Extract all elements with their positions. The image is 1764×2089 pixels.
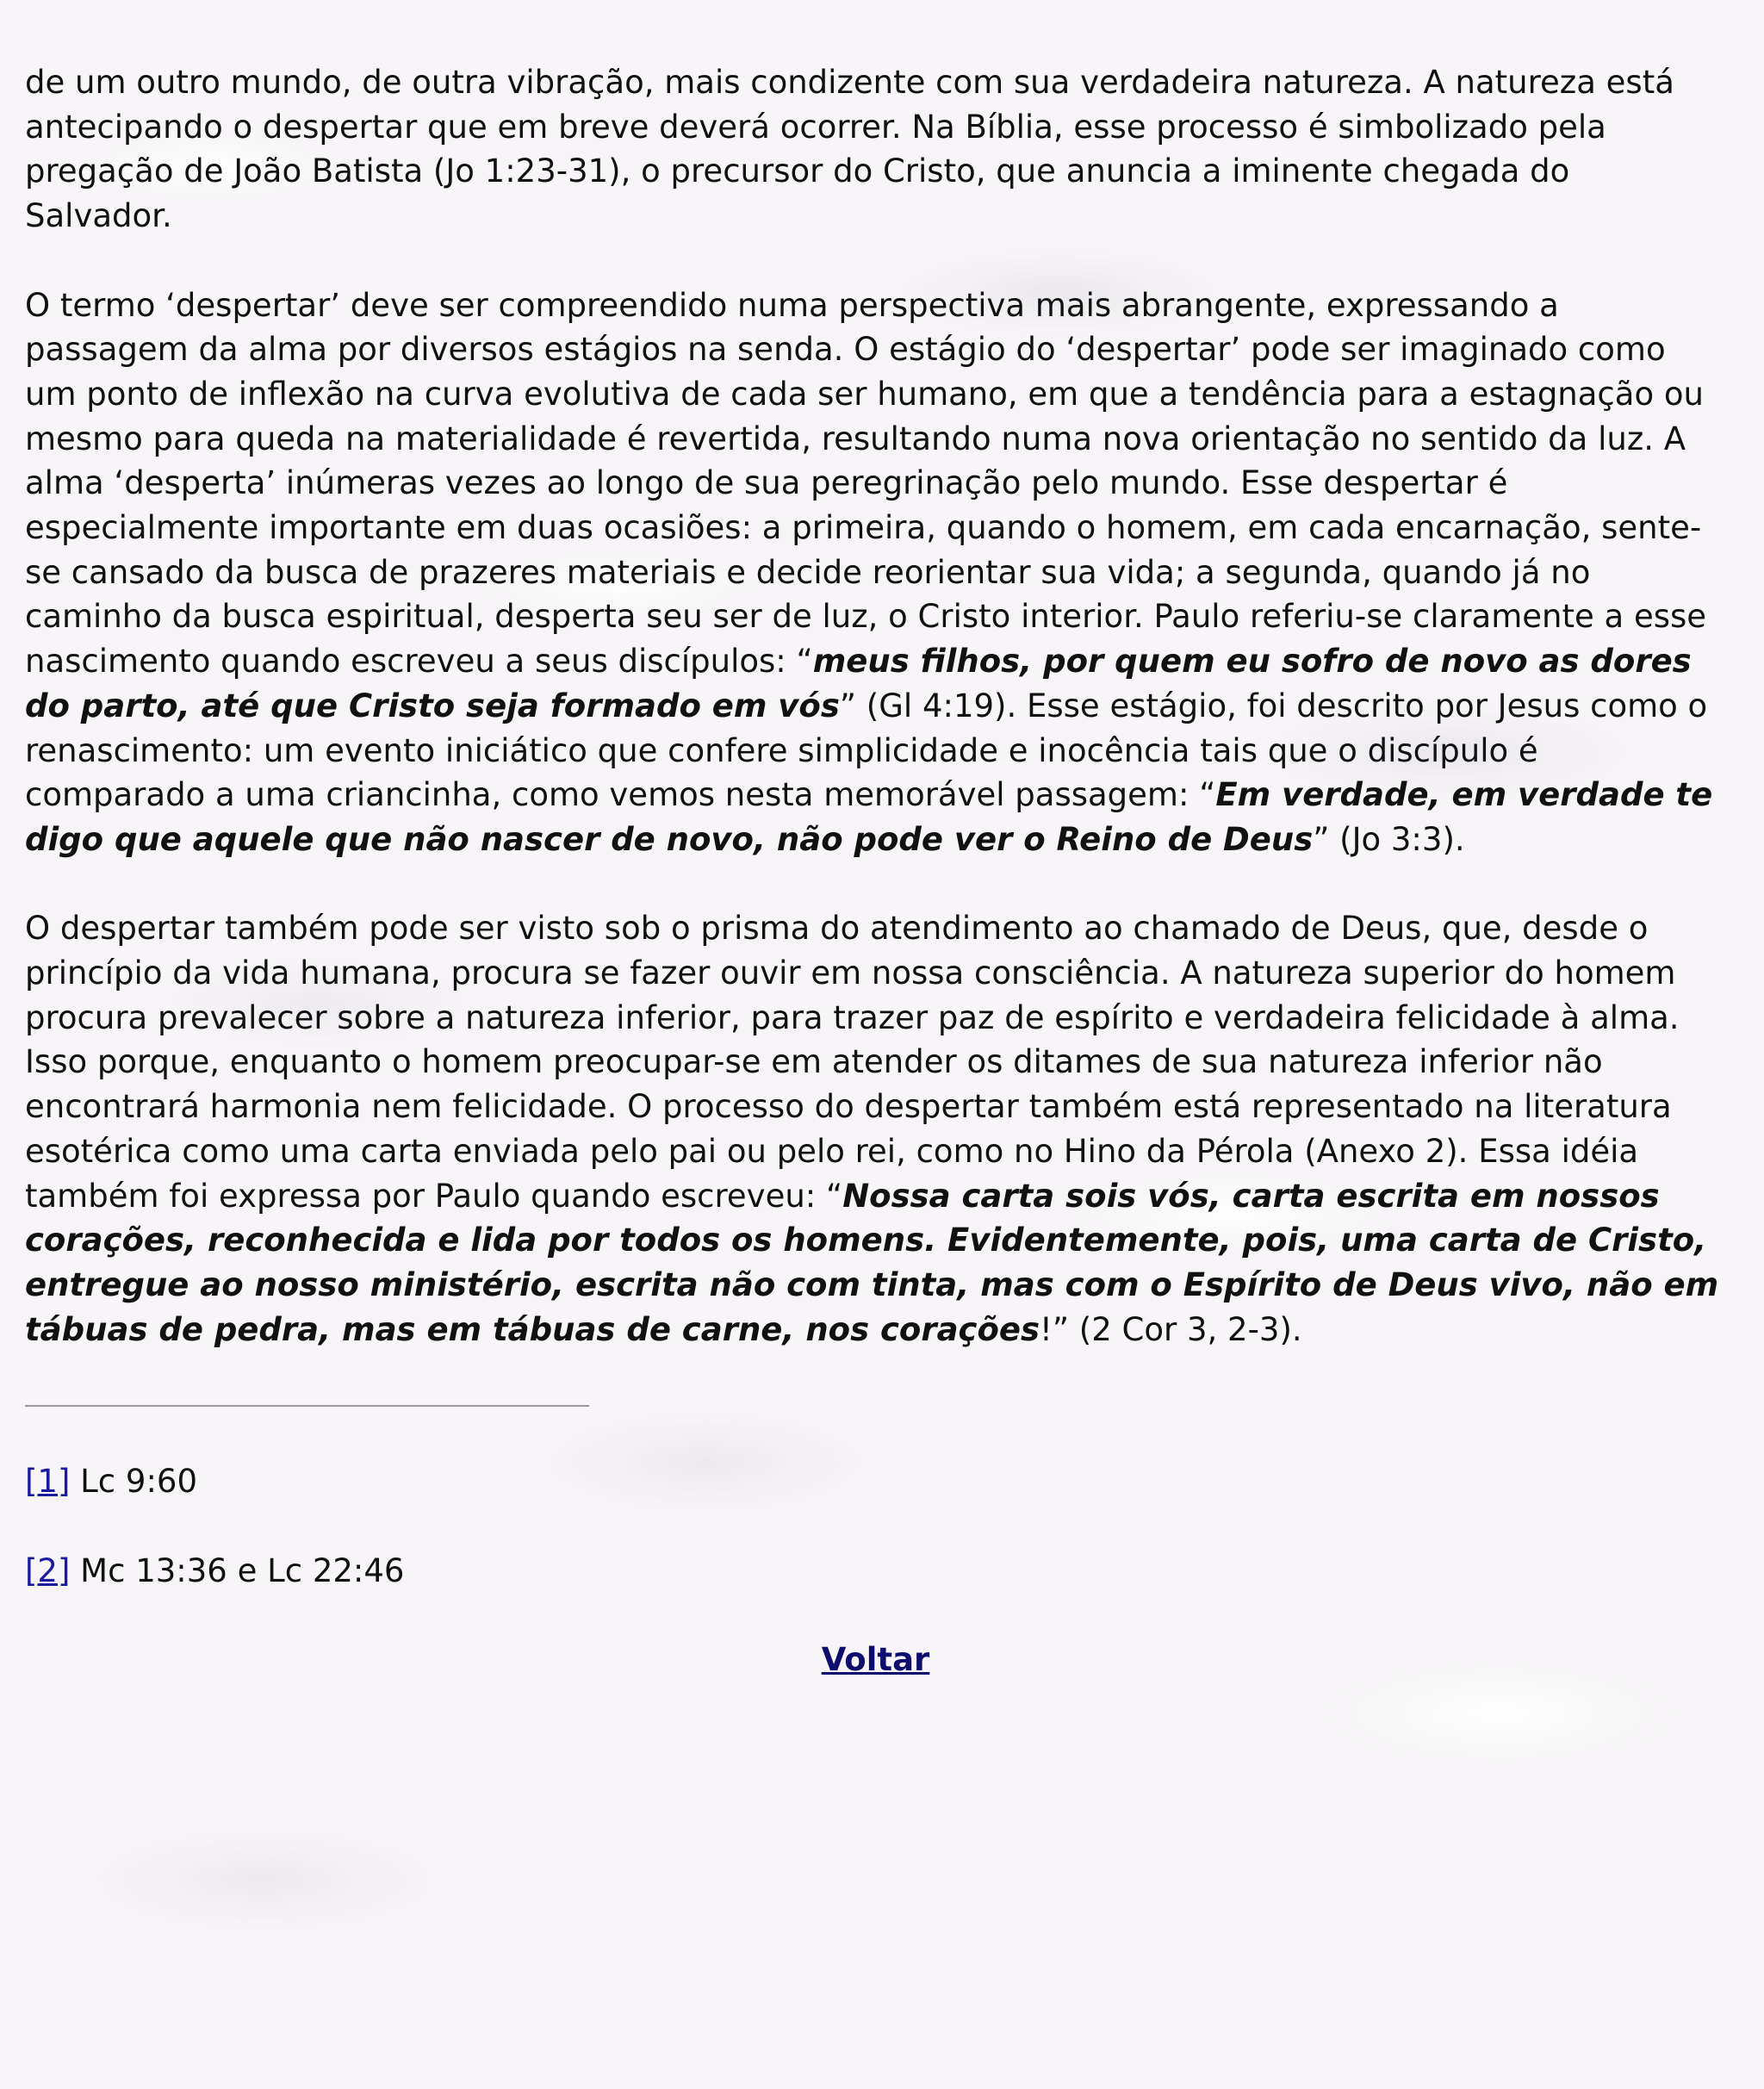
quote-john: Em verdade, em verdade te digo que aquele que não nascer de novo, não pode ver o Reino de Deus [25,776,1713,858]
paragraph-1: de um outro mundo, de outra vibração, mais condizente com sua verdadeira natureza. A natureza está antecipando o despertar que em breve deverá ocorrer. Na Bíblia, esse processo é simbolizado pela pregação de João Batista (Jo 1:23-31), o precursor do Cristo, que anuncia a iminente chegada do Salvador. [25,64,1674,235]
paragraph-2-text-1: O termo ‘despertar’ deve ser compreendido numa perspectiva mais abrangente, expressando a passagem da alma por diversos estágios na senda. O estágio do ‘despertar’ pode ser imaginado como um ponto de inflexão na curva evolutiva de cada ser humano, em que a tendência para a estagnação ou mesmo para queda na materialidade é revertida, resultando numa nova orientação no sentido da luz. A alma ‘desperta’ inúmeras vezes ao longo de sua peregrinação pelo mundo. Esse despertar é especialmente importante em duas ocasiões: a primeira, quando o homem, em cada encarnação, sente-se cansado da busca de prazeres materiais e decide reorientar sua vida; a segunda, quando já no caminho da busca espiritual, desperta seu ser de luz, o Cristo interior. Paulo referiu-se claramente a esse nascimento quando escreveu a seus discípulos: “ [25,286,1707,681]
footnotes [25,1459,1726,1593]
footnote-link-1[interactable]: [1] [25,1463,71,1501]
paragraph-2 [25,283,1726,862]
article-body [25,60,1726,1682]
paragraph-3 [25,906,1726,1352]
footnote-text-1: Lc 9:60 [70,1463,197,1501]
footnote-1 [25,1459,1726,1504]
quote-galatians: meus filhos, por quem eu sofro de novo as dores do parto, até que Cristo seja formado em vós [25,643,1692,724]
paragraph-2-text-2: ” (Gl 4:19). Esse estágio, foi descrito por Jesus como o renascimento: um evento iniciático que confere simplicidade e inocência tais que o discípulo é comparado a uma criancinha, como vemos nesta memorável passagem: “ [25,687,1708,814]
footnote-link-2[interactable]: [2] [25,1551,71,1589]
footnote-text-2: Mc 13:36 e Lc 22:46 [70,1551,405,1589]
paragraph-2-text-3: ” (Jo 3:3). [1313,820,1465,858]
back-link[interactable]: Voltar [821,1641,930,1679]
paragraph-3-text-2: !” (2 Cor 3, 2-3). [1040,1310,1302,1348]
paragraph-3-text-1: O despertar também pode ser visto sob o prisma do atendimento ao chamado de Deus, que, desde o princípio da vida humana, procura se fazer ouvir em nossa consciência. A natureza superior do homem procura prevalecer sobre a natureza inferior, para trazer paz de espírito e verdadeira felicidade à alma. Isso porque, enquanto o homem preocupar-se em atender os ditames de sua natureza inferior não encontrará harmonia nem felicidade. O processo do despertar também está representado na literatura esotérica como uma carta enviada pelo pai ou pelo rei, como no Hino da Pérola (Anexo 2). Essa idéia também foi expressa por Paulo quando escreveu: “ [25,910,1680,1215]
back-nav [25,1638,1726,1682]
quote-corinthians: Nossa carta sois vós, carta escrita em nossos corações, reconhecida e lida por todos os homens. Evidentemente, pois, uma carta de Cristo, entregue ao nosso ministério, escrita não com tinta, mas com o Espírito de Deus vivo, não em tábuas de pedra, mas em tábuas de carne, nos corações [25,1177,1719,1348]
footnote-2 [25,1549,1726,1594]
footnote-divider [25,1405,589,1407]
